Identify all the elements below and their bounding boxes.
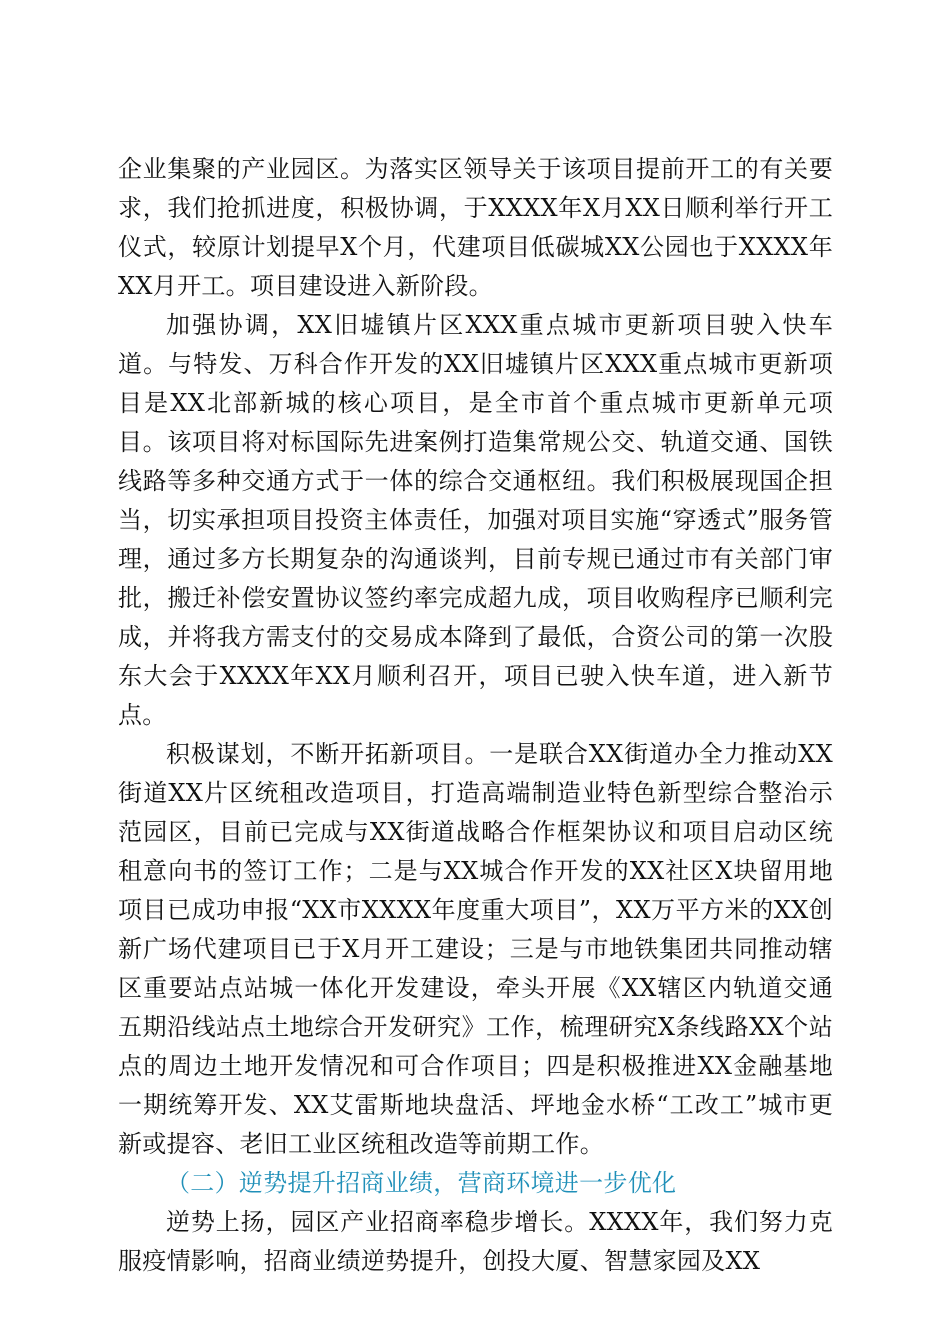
paragraph-urban-renewal: 加强协调，XX旧墟镇片区XXX重点城市更新项目驶入快车道。与特发、万科合作开发的XX旧墟镇片区XXX重点城市更新项目是XX北部新城的核心项目，是全市首个重点城市更新单元项目。该项目将对标国际先进案例打造集常规公交、轨道交通、国铁线路等多种交通方式于一体的综合交通枢纽。我们积极展现国企担当，切实承担项目投资主体责任，加强对项目实施“穿透式”服务管理，通过多方长期复杂的沟通谈判，目前专规已通过市有关部门审批，搬迁补偿安置协议签约率完成超九成，项目收购程序已顺利完成，并将我方需支付的交易成本降到了最低，合资公司的第一次股东大会于XXXX年XX月顺利召开，项目已驶入快车道，进入新节点。 xyxy=(118,311,833,729)
document-body xyxy=(118,150,833,1281)
section-heading: （二）逆势提升招商业绩，营商环境进一步优化 xyxy=(166,1169,677,1197)
paragraph-new-projects: 积极谋划，不断开拓新项目。一是联合XX街道办全力推动XX街道XX片区统租改造项目，打造高端制造业特色新型综合整治示范园区，目前已完成与XX街道战略合作框架协议和项目启动区统租意向书的签订工作；二是与XX城合作开发的XX社区X块留用地项目已成功申报“XX市XXXX年度重大项目”，XX万平方米的XX创新广场代建项目已于X月开工建设；三是与市地铁集团共同推动辖区重要站点站城一体化开发建设，牵头开展《XX辖区内轨道交通五期沿线站点土地综合开发研究》工作，梳理研究X条线路XX个站点的周边土地开发情况和可合作项目；四是积极推进XX金融基地一期统筹开发、XX艾雷斯地块盘活、坪地金水桥“工改工”城市更新或提容、老旧工业区统租改造等前期工作。 xyxy=(118,740,833,1158)
paragraph-investment: 逆势上扬，园区产业招商率稳步增长。XXXX年，我们努力克服疫情影响，招商业绩逆势提升，创投大厦、智慧家园及XX xyxy=(118,1208,833,1275)
paragraph-continuation: 企业集聚的产业园区。为落实区领导关于该项目提前开工的有关要求，我们抢抓进度，积极协调，于XXXX年X月XX日顺利举行开工仪式，较原计划提早X个月，代建项目低碳城XX公园也于XXXX年XX月开工。项目建设进入新阶段。 xyxy=(118,155,833,300)
